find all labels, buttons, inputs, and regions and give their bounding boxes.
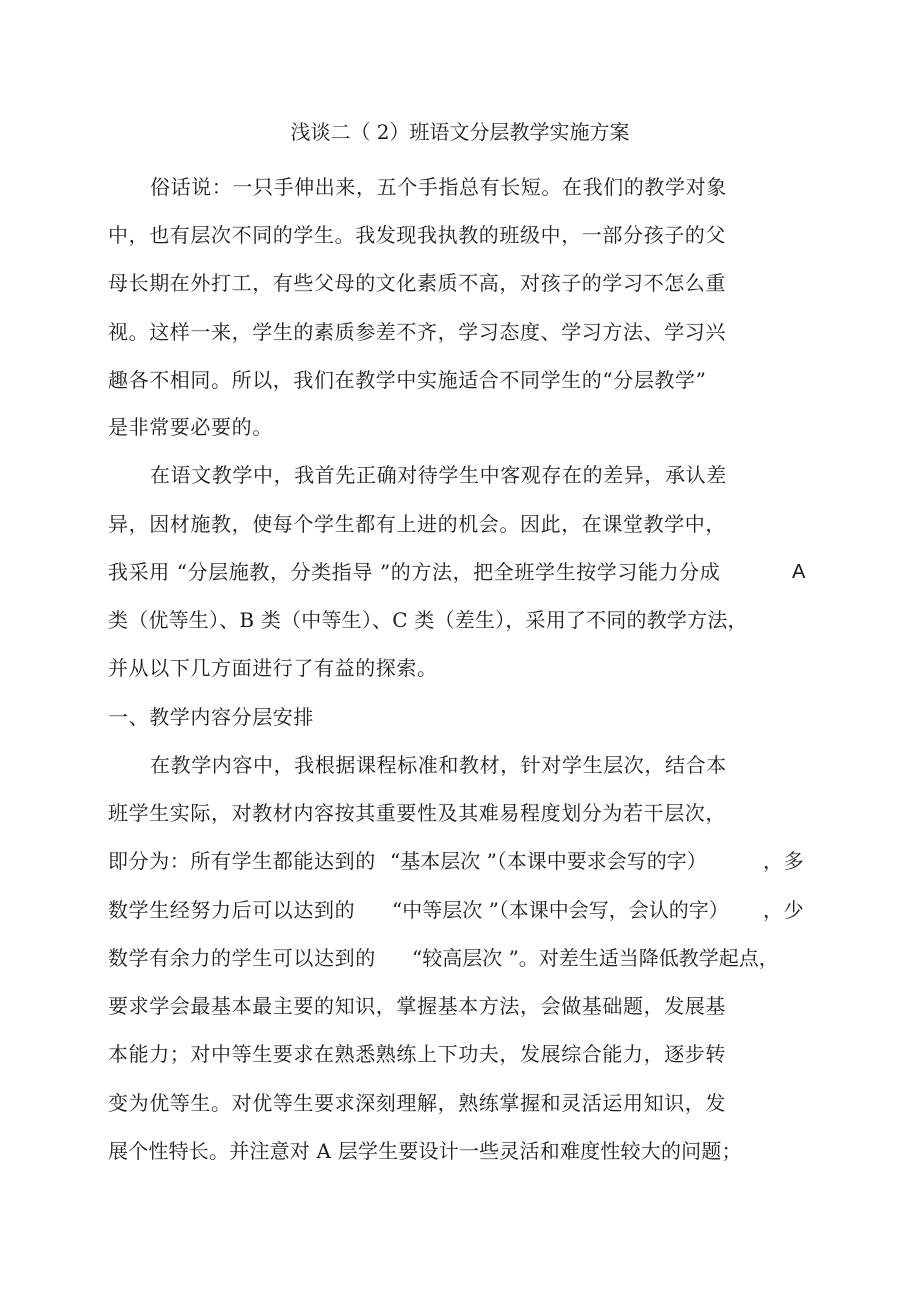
paragraph-line: 变为优等生。对优等生要求深刻理解，熟练掌握和灵活运用知识，发 — [108, 1091, 726, 1115]
paragraph-line: 要求学会最基本最主要的知识，掌握基本方法，会做基础题，发展基 — [108, 994, 726, 1018]
document-title: 浅谈二（ 2）班语文分层教学实施方案 — [290, 120, 630, 144]
paragraph-line-fragment: ，多 — [763, 849, 805, 873]
paragraph-line: 并从以下几方面进行了有益的探索。 — [108, 656, 438, 680]
paragraph-line: 中，也有层次不同的学生。我发现我执教的班级中，一部分孩子的父 — [108, 223, 726, 247]
paragraph-line-fragment: “较高层次 ”。对差生适当降低教学起点， — [412, 946, 779, 970]
paragraph-line: 俗话说：一只手伸出来，五个手指总有长短。在我们的教学对象 — [150, 175, 727, 199]
paragraph-line-fragment: “基本层次 ”（本课中要求会写的字） — [390, 849, 707, 873]
paragraph-line: 本能力；对中等生要求在熟悉熟练上下功夫，发展综合能力，逐步转 — [108, 1042, 726, 1066]
paragraph-line: 趣各不相同。所以，我们在教学中实施适合不同学生的“分层教学” — [108, 368, 707, 392]
paragraph-line-fragment: “中等层次 ”（本课中会写，会认的字） — [392, 898, 729, 922]
paragraph-line: 展个性特长。并注意对 A 层学生要设计一些灵活和难度性较大的问题； — [108, 1139, 742, 1163]
paragraph-line: 视。这样一来，学生的素质参差不齐，学习态度、学习方法、学习兴 — [108, 320, 726, 344]
paragraph-line: 在语文教学中，我首先正确对待学生中客观存在的差异，承认差 — [150, 463, 727, 487]
paragraph-line: 我采用 “分层施教，分类指导 ”的方法，把全班学生按学习能力分成 — [108, 560, 721, 584]
paragraph-line: 母长期在外打工，有些父母的文化素质不高，对孩子的学习不怎么重 — [108, 271, 726, 295]
paragraph-line: 数学有余力的学生可以达到的 — [108, 946, 376, 970]
paragraph-line-fragment: A — [792, 561, 806, 583]
paragraph-line: 即分为：所有学生都能达到的 — [108, 849, 376, 873]
paragraph-line: 数学生经努力后可以达到的 — [108, 898, 356, 922]
paragraph-line: 类（优等生）、B 类（中等生）、C 类（差生），采用了不同的教学方法， — [108, 608, 748, 632]
paragraph-line: 是非常要必要的。 — [108, 415, 273, 439]
paragraph-line: 异，因材施教，使每个学生都有上进的机会。因此，在课堂教学中， — [108, 512, 726, 536]
paragraph-line: 在教学内容中，我根据课程标准和教材，针对学生层次，结合本 — [150, 753, 727, 777]
section-heading: 一、教学内容分层安排 — [108, 705, 314, 729]
paragraph-line-fragment: ，少 — [763, 898, 805, 922]
paragraph-line: 班学生实际，对教材内容按其重要性及其难易程度划分为若干层次， — [108, 801, 726, 825]
